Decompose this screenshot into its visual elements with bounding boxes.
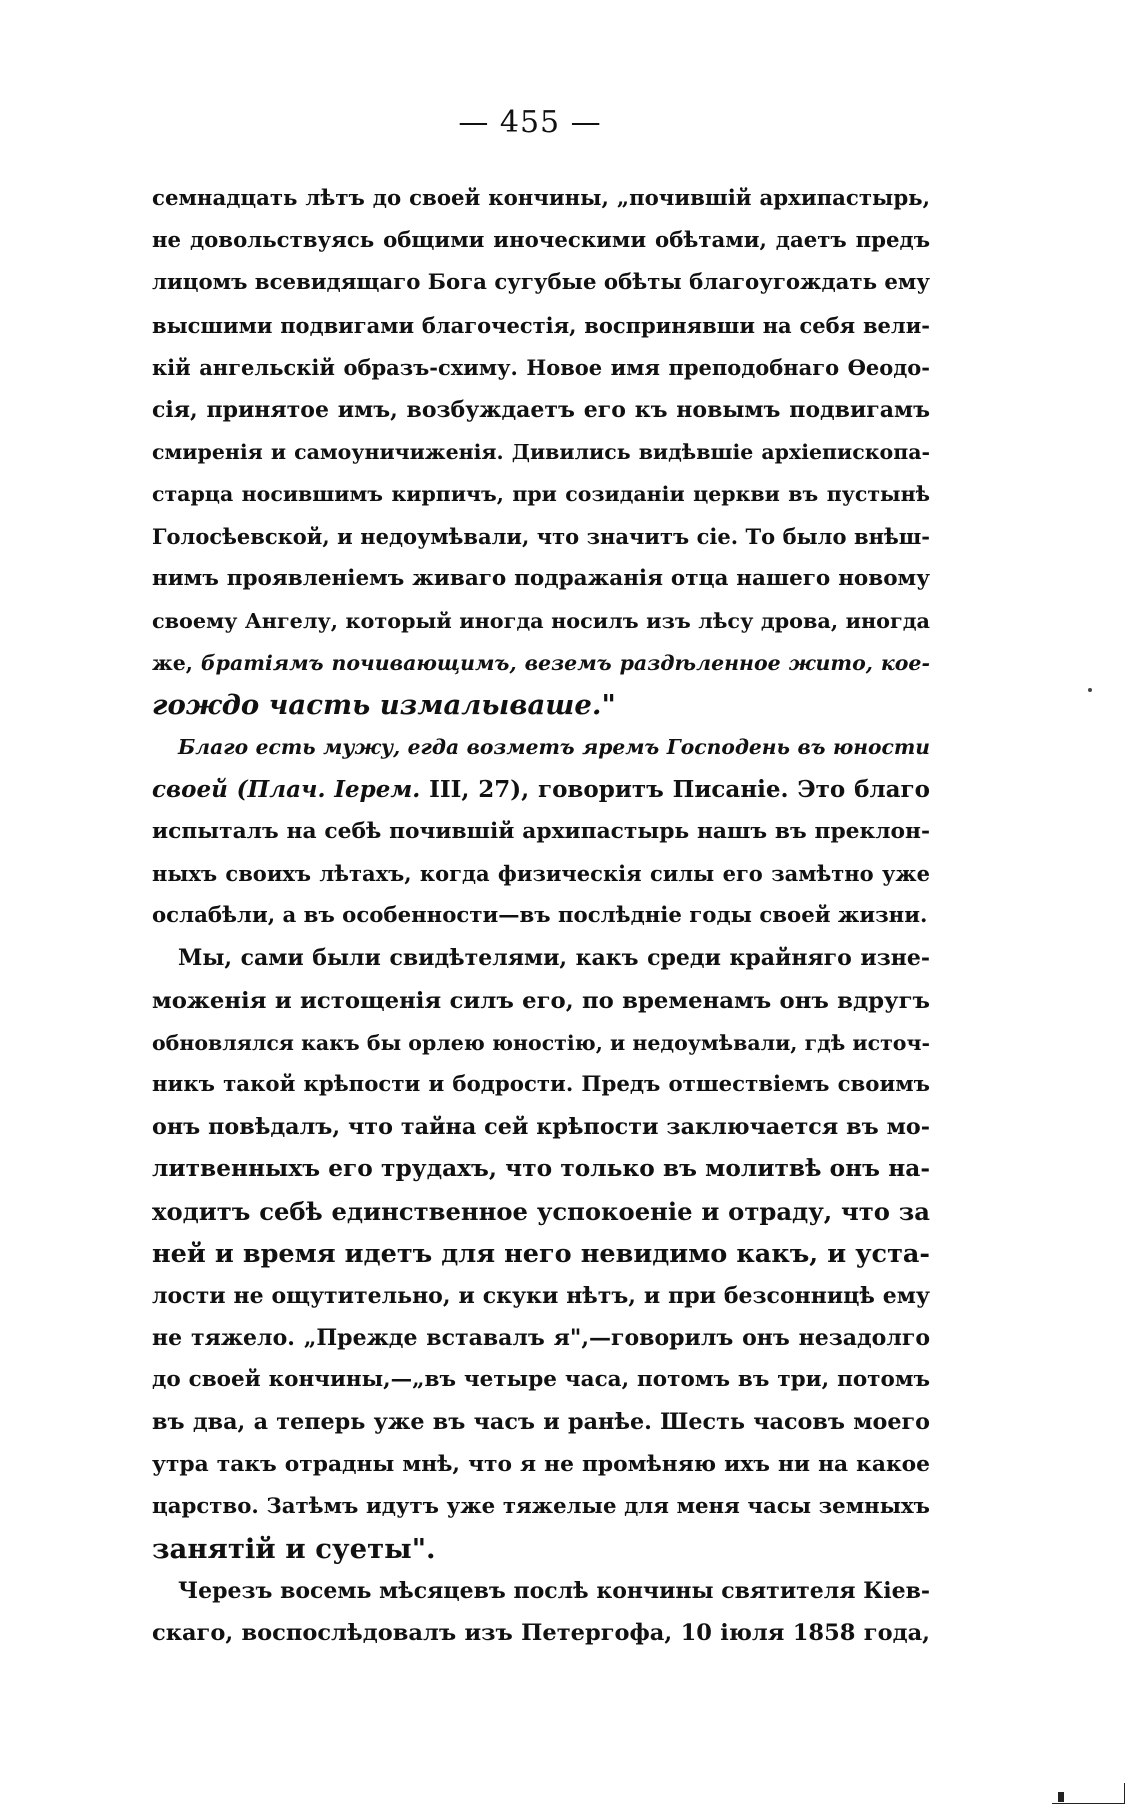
italic-text: своей (Плач. Iерем. — [152, 775, 430, 803]
text-line — [152, 1233, 930, 1275]
text-segment: литвенныхъ его трудахъ, что только въ молитвѣ онъ на- — [152, 1155, 930, 1183]
text-line — [152, 1191, 930, 1233]
text-line — [152, 1486, 930, 1528]
text-segment: занятiй и суеты". — [152, 1533, 436, 1565]
text-segment: не довольствуясь общими иноческими обѣтами, даетъ предъ — [152, 228, 930, 254]
text-line — [152, 431, 930, 473]
text-segment: ослабѣли, а въ особенности—въ послѣднiе годы своей жизни. — [152, 903, 928, 929]
text-segment: своему Ангелу, который иногда носилъ изъ лѣсу дрова, иногда — [152, 608, 930, 633]
text-line — [152, 220, 930, 262]
text-segment: смиренiя и самоуничиженiя. Дивились видѣвшiе архiепископа- — [152, 440, 930, 465]
text-line — [152, 980, 930, 1022]
text-segment: сiя, принятое имъ, возбуждаетъ его къ новымъ подвигамъ — [152, 396, 930, 423]
text-segment: никъ такой крѣпости и бодрости. Предъ отшествiемъ своимъ — [152, 1071, 930, 1097]
text-segment: ней и время идетъ для него невидимо какъ, и уста- — [152, 1238, 930, 1269]
text-segment: III, 27), говоритъ Писанiе. Это благо — [429, 775, 930, 803]
text-line — [152, 1612, 930, 1654]
text-line — [152, 769, 930, 811]
text-segment: Черезъ восемь мѣсяцевъ послѣ кончины святителя Кiев- — [178, 1578, 930, 1605]
text-line — [152, 726, 930, 768]
text-line — [152, 473, 930, 515]
text-segment: лости не ощутительно, и скуки нѣтъ, и при безсонницѣ ему — [152, 1282, 930, 1309]
text-line — [152, 1064, 930, 1106]
italic-text: Благо есть мужу, егда возметъ яремъ Господень въ юности — [178, 735, 930, 760]
text-segment: старца носившимъ кирпичъ, при созиданiи церкви въ пустынѣ — [152, 482, 930, 507]
text-line — [152, 1570, 930, 1612]
italic-text: братiямъ почивающимъ, веземъ раздѣленное жито, кое- — [200, 651, 930, 676]
text-segment: лицомъ всевидящаго Бога сугубые обѣты благоугождать ему — [152, 270, 930, 296]
text-line — [152, 1359, 930, 1401]
text-line — [152, 1148, 930, 1190]
text-line — [152, 684, 930, 726]
text-segment: не тяжело. „Прежде вставалъ я",—говорилъ онъ незадолго — [152, 1325, 930, 1352]
text-segment: же, — [152, 651, 201, 676]
scan-speck — [1088, 688, 1092, 692]
text-line — [152, 937, 930, 979]
text-segment: семнадцать лѣтъ до своей кончины, „почившiй архипастырь, — [152, 186, 930, 211]
text-segment: царство. Затѣмъ идутъ уже тяжелые для меня часы земныхъ — [152, 1493, 930, 1519]
text-line — [152, 558, 930, 600]
italic-text: гождо часть измалываше. — [152, 689, 602, 722]
text-line — [152, 853, 930, 895]
text-segment: Голосѣевской, и недоумѣвали, что значитъ сiе. То было внѣш- — [152, 523, 930, 549]
text-line — [152, 178, 930, 220]
text-segment: онъ повѣдалъ, что тайна сей крѣпости заключается въ мо- — [152, 1114, 930, 1141]
text-segment: ныхъ своихъ лѣтахъ, когда физическiя силы его замѣтно уже — [152, 861, 930, 886]
text-segment: ходитъ себѣ единственное успокоенiе и отраду, что за — [152, 1196, 930, 1226]
text-line — [152, 811, 930, 853]
text-segment: испыталъ на себѣ почившiй архипастырь нашъ въ преклон- — [152, 818, 930, 844]
text-segment: нимъ проявленiемъ живаго подражанiя отца нашего новому — [152, 565, 930, 591]
text-line — [152, 1317, 930, 1359]
text-line — [152, 305, 930, 347]
text-segment: высшими подвигами благочестiя, воспринявши на себя вели- — [152, 312, 930, 338]
text-segment: " — [601, 689, 616, 722]
text-line — [152, 1022, 930, 1064]
text-segment: Мы, сами были свидѣтелями, какъ среди крайняго изне- — [178, 945, 930, 972]
text-line — [152, 1401, 930, 1443]
text-segment: утра такъ отрадны мнѣ, что я не промѣняю ихъ ни на какое — [152, 1451, 930, 1477]
text-line — [152, 1106, 930, 1148]
text-line — [152, 642, 930, 684]
page-number: — 455 — — [458, 105, 602, 140]
text-line — [152, 895, 930, 937]
text-line — [152, 347, 930, 389]
text-line — [152, 1528, 930, 1570]
text-segment: до своей кончины,—„въ четыре часа, потомъ въ три, потомъ — [152, 1367, 930, 1393]
page-corner-dot — [1058, 1792, 1064, 1802]
text-segment: обновлялся какъ бы орлею юностiю, и недоумѣвали, гдѣ источ- — [152, 1030, 930, 1055]
body-text — [152, 178, 930, 1655]
text-segment: моженiя и истощенiя силъ его, по временамъ онъ вдругъ — [152, 987, 930, 1014]
text-segment: въ два, а теперь уже въ часъ и ранѣе. Шесть часовъ моего — [152, 1409, 930, 1436]
text-line — [152, 1275, 930, 1317]
text-segment: скаго, воспослѣдовалъ изъ Петергофа, 10 iюля 1858 года, — [152, 1620, 930, 1647]
text-line — [152, 262, 930, 304]
text-line — [152, 516, 930, 558]
text-line — [152, 600, 930, 642]
text-line — [152, 1444, 930, 1486]
text-line — [152, 389, 930, 431]
text-segment: кiй ангельскiй образъ-схиму. Новое имя преподобнаго Ѳеодо- — [152, 354, 930, 380]
